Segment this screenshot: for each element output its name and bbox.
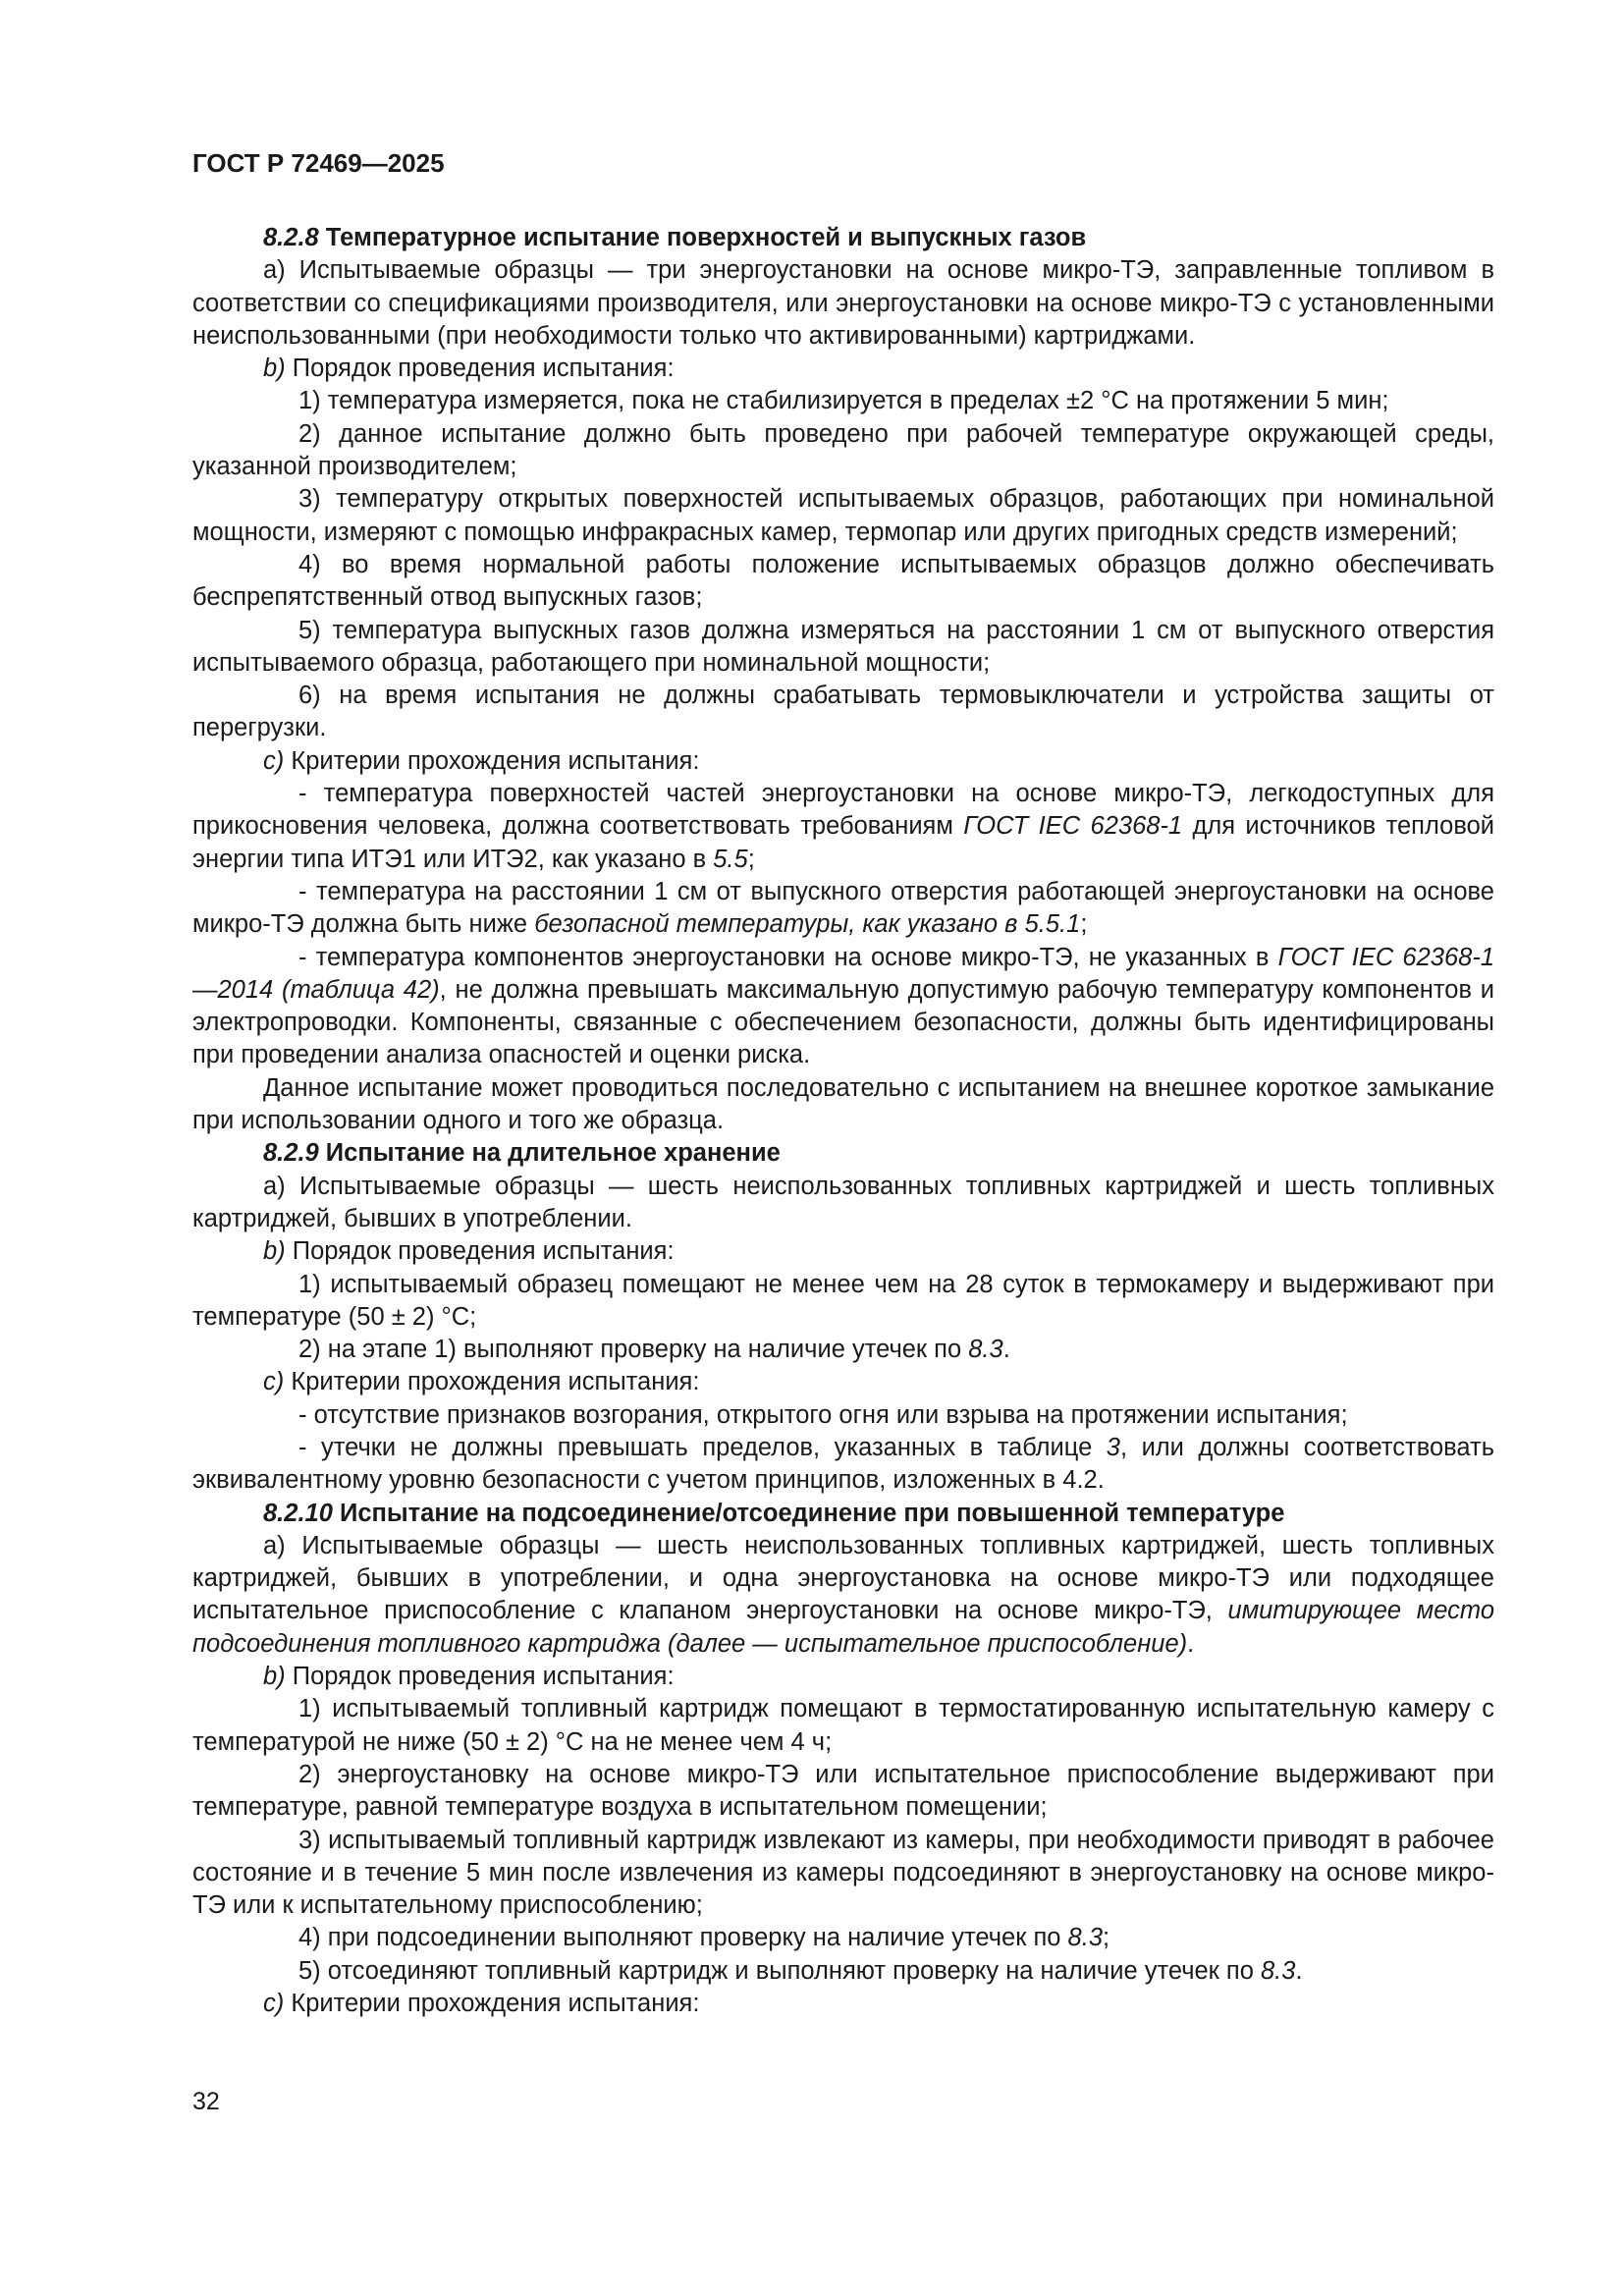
clause-reference: 8.3 [1067,1924,1103,1952]
text: , не должна превышать максимальную допустимую рабочую температуру компонентов и электропроводки. Компоненты, связанные с обеспечением безопасности, должны быть идентифицированы при проведении анализа опасностей и оценки риска. [192,975,1495,1069]
list-item: 2) энергоустановку на основе микро-ТЭ или испытательное приспособление выдерживают при температуре, равной температуре воздуха в испытательном помещении; [192,1760,1494,1822]
text: - температура на расстоянии 1 см от выпускного отверстия работающей энергоустановки на основе микро-ТЭ должна быть ниже [192,877,1494,939]
list-item: 1) испытываемый топливный картридж помещают в термостатированную испытательную камеру с температурой не ниже (50 ± 2) °С на не менее чем 4 ч; [192,1695,1494,1756]
standard-reference: ГОСТ IEC 62368-1—2014 (таблица 42) [192,943,1494,1004]
section-heading-8-2-9 [192,1137,1494,1170]
text: 5) отсоединяют топливный картридж и выполняют проверку на наличие утечек по [298,1956,1261,1985]
paragraph: Данное испытание может проводиться последовательно с испытанием на внешнее короткое замыкание при использовании одного и того же образца. [192,1073,1494,1135]
list-letter: b) [263,1237,286,1266]
section-number: 8.2.10 [263,1499,333,1527]
text: а) Испытываемые образцы — шесть неиспользованных топливных картриджей, шесть топливных картриджей, бывших в употреблении, и одна энергоустановка на основе микро-ТЭ или подходящее испытательное приспособление с клапаном энергоустановки на основе микро-ТЭ, [192,1531,1494,1625]
list-item: 6) на время испытания не должны срабатывать термовыключатели и устройства защиты от перегрузки. [192,682,1494,742]
paragraph [192,1988,1494,2020]
list-letter: с) [263,746,285,775]
paragraph [192,1661,1494,1693]
list-item: 1) температура измеряется, пока не стабилизируется в пределах ±2 °С на протяжении 5 мин; [298,387,1389,415]
paragraph: а) Испытываемые образцы — шесть неиспользованных топливных картриджей и шесть топливных картриджей, бывших в употреблении. [192,1172,1494,1232]
list-item [192,1955,1494,1988]
text: - температура компонентов энергоустановки на основе микро-ТЭ, не указанных в [298,943,1278,971]
text: ; [747,845,755,873]
text: ; [1080,910,1088,939]
section-heading-8-2-8 [192,222,1494,254]
text: - температура поверхностей частей энергоустановки на основе микро-ТЭ, легкодоступных для прикосновения человека, должна соответствовать требованиям [192,780,1494,841]
page-number: 32 [192,2088,220,2115]
section-title: Испытание на подсоединение/отсоединение при повышенной температуре [332,1499,1285,1527]
text: ; [1103,1924,1110,1952]
list-item: 4) во время нормальной работы положение испытываемых образцов должно обеспечивать беспрепятственный отвод выпускных газов; [192,550,1494,612]
paragraph-text: Порядок проведения испытания: [285,1663,675,1691]
italic-text: имитирующее место подсоединения топливного картриджа (далее — испытательное приспособление) [192,1597,1494,1658]
list-letter: с) [263,1990,285,2018]
list-item [192,1432,1494,1498]
clause-reference: 5.5 [713,845,748,873]
document-header: ГОСТ Р 72469—2025 [192,148,445,178]
list-item: 2) данное испытание должно быть проведено при рабочей температуре окружающей среды, указанной производителем; [192,419,1494,481]
section-number: 8.2.9 [263,1139,319,1168]
list-letter: b) [263,355,286,383]
section-title: Температурное испытание поверхностей и выпускных газов [318,224,1087,251]
section-heading-8-2-10 [192,1498,1494,1530]
list-item: - отсутствие признаков возгорания, открытого огня или взрыва на протяжении испытания; [298,1400,1348,1429]
paragraph-text: Порядок проведения испытания: [285,1237,675,1266]
list-item [192,778,1494,876]
paragraph-text: Критерии прохождения испытания: [284,1368,700,1396]
list-item [192,1922,1494,1954]
paragraph [192,1530,1494,1661]
list-letter: с) [263,1368,285,1396]
table-reference: 3 [1106,1433,1120,1461]
list-item [192,876,1494,942]
list-item: 3) испытываемый топливный картридж извлекают из камеры, при необходимости приводят в рабочее состояние и в течение 5 мин после извлечения из камеры подсоединяют в энергоустановку на основе микро-ТЭ или к испытательному приспособлению; [192,1826,1494,1920]
paragraph [192,1366,1494,1398]
standard-reference: ГОСТ IEC 62368-1 [963,812,1183,841]
paragraph [192,745,1494,778]
paragraph [192,353,1494,385]
text: . [1002,1336,1010,1364]
text: 2) на этапе 1) выполняют проверку на наличие утечек по [298,1336,969,1364]
clause-reference: 8.3 [968,1336,1003,1364]
paragraph [192,1235,1494,1268]
list-letter: b) [263,1663,286,1691]
paragraph-text: Критерии прохождения испытания: [284,1990,700,2018]
section-number: 8.2.8 [263,224,319,251]
document-body [192,222,1494,2020]
text: , или должны соответствовать эквивалентному уровню безопасности с учетом принципов, изложенных в 4.2. [192,1433,1494,1495]
text: для источников тепловой энергии типа ИТЭ1 или ИТЭ2, как указано в [192,812,1495,873]
paragraph-text: Порядок проведения испытания: [285,355,675,383]
list-item: 5) температура выпускных газов должна измеряться на расстоянии 1 см от выпускного отверстия испытываемого образца, работающего при номинальной мощности; [192,616,1494,677]
paragraph: а) Испытываемые образцы — три энергоустановки на основе микро-ТЭ, заправленные топливом в соответствии со спецификациями производителя, или энергоустановки на основе микро-ТЭ с установленными неиспользованными (при необходимости только что активированными) картриджами. [192,256,1494,350]
italic-text: безопасной температуры, как указано в 5.5.1 [534,910,1081,939]
list-item [192,1334,1494,1366]
clause-reference: 8.3 [1261,1956,1296,1985]
text: - утечки не должны превышать пределов, указанных в таблице [298,1433,1107,1461]
paragraph-text: Критерии прохождения испытания: [284,746,700,775]
section-title: Испытание на длительное хранение [318,1139,781,1168]
text: 4) при подсоединении выполняют проверку на наличие утечек по [298,1924,1068,1952]
list-item: 3) температуру открытых поверхностей испытываемых образцов, работающих при номинальной мощности, измеряют с помощью инфракрасных камер, термопар или других пригодных средств измерений; [192,485,1494,546]
text: . [1187,1629,1195,1658]
list-item: 1) испытываемый образец помещают не менее чем на 28 суток в термокамеру и выдерживают при температуре (50 ± 2) °С; [192,1270,1494,1331]
text: . [1295,1956,1303,1985]
list-item [192,942,1494,1072]
